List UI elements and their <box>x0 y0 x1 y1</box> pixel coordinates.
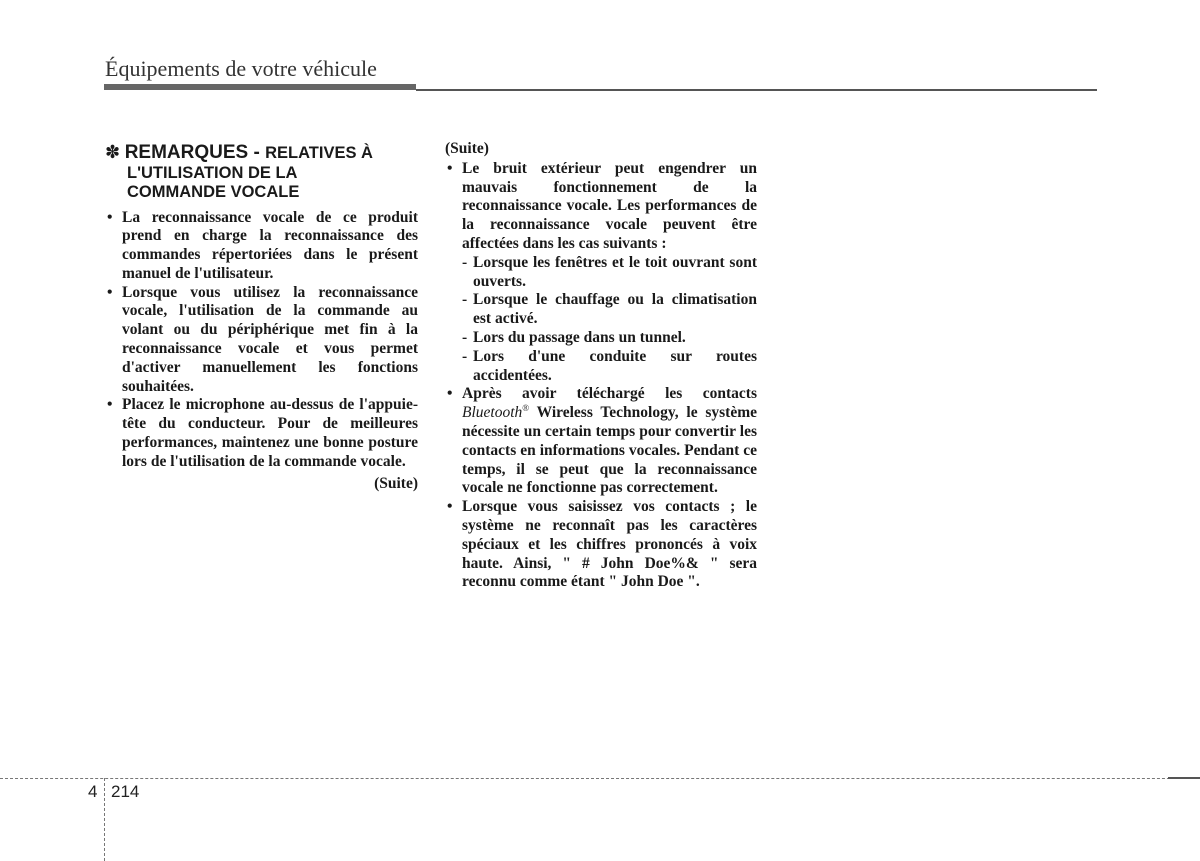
bullet-icon: • <box>107 283 113 301</box>
right-bullet-list <box>445 160 757 592</box>
right-column <box>445 140 757 592</box>
bluetooth-brand-text: Bluetooth <box>462 404 523 422</box>
dash-icon: - <box>462 253 468 271</box>
list-item: • Après avoir téléchargé les contacts Bluetooth® Wireless Technology, le système nécessite un certain temps pour convertir les contacts en informations vocales. Pendant ce temps, il se peut que la reconnaissance vocale ne fonctionne pas correctement. <box>447 385 757 497</box>
list-item: - Lorsque le chauffage ou la climatisation est activé. <box>462 291 757 328</box>
dash-icon: - <box>462 347 468 365</box>
remarks-title-main: REMARQUES - <box>124 142 266 163</box>
footer-vertical-rule <box>104 778 105 861</box>
header-rule-thick <box>104 84 416 90</box>
bullet-icon: • <box>107 396 113 414</box>
remarks-title-line3: COMMANDE VOCALE <box>127 183 300 201</box>
list-item: - Lors du passage dans un tunnel. <box>462 328 686 346</box>
bullet-icon: • <box>447 159 453 177</box>
bullet-icon: • <box>447 498 453 516</box>
asterisk-icon: ✽ <box>105 142 121 162</box>
list-item: • La reconnaissance vocale de ce produit prend en charge la reconnaissance des commandes répertoriées dans le présent manuel de l'utilisateur. <box>107 208 418 282</box>
continued-label: (Suite) <box>374 474 418 492</box>
list-item: • Lorsque vous utilisez la reconnaissance vocale, l'utilisation de la commande au volant ou du périphérique met fin à la reconnaissance vocale et vous permet d'activer manuellement les fonctions souhaitées. <box>107 283 418 395</box>
list-item: • Lorsque vous saisissez vos contacts ; le système ne reconnaît pas les caractères spéciaux et les chiffres prononcés à voix haute. Ainsi, " # John Doe%& " sera reconnu comme étant " John Doe ". <box>447 498 757 591</box>
list-item: • Placez le microphone au-dessus de l'appuie-tête du conducteur. Pour de meilleures performances, maintenez une bonne posture lors de l'utilisation de la commande vocale. <box>107 396 418 470</box>
chapter-number: 4 <box>88 782 98 801</box>
header-rule-thin <box>416 89 1097 91</box>
list-item: - Lors d'une conduite sur routes accidentées. <box>462 347 757 384</box>
remarks-bullet-list <box>105 209 418 472</box>
conditions-list <box>462 254 757 386</box>
dash-icon: - <box>462 291 468 309</box>
continued-top-label: (Suite) <box>445 140 489 157</box>
dash-icon: - <box>462 328 468 346</box>
bullet-icon: • <box>447 385 453 403</box>
footer-rule-end <box>1168 777 1200 779</box>
remarks-title-rest: RELATIVES À <box>265 144 373 162</box>
remarks-title <box>105 143 418 203</box>
registered-mark: ® <box>522 403 530 413</box>
list-item: - Lorsque les fenêtres et le toit ouvrant sont ouverts. <box>462 253 757 290</box>
page-header-title: Équipements de votre véhicule <box>105 56 377 81</box>
remarks-title-line2: L'UTILISATION DE LA <box>127 163 298 182</box>
footer-dashed-rule <box>0 778 1200 779</box>
list-item: • Le bruit extérieur peut engendrer un mauvais fonctionnement de la reconnaissance vocale. Les performances de la reconnaissance vocale peuvent être affectées dans les cas suivants : - Lorsque les fenêtres et le toit ouvrant sont ouverts. - Lorsque le chauffage ou la climatisation est activé. - Lors du passage dans un tunnel. - Lors d'une conduite sur routes accidentées. <box>447 159 757 384</box>
page-number: 214 <box>111 782 140 801</box>
bullet-icon: • <box>107 208 113 226</box>
left-column <box>105 140 418 493</box>
